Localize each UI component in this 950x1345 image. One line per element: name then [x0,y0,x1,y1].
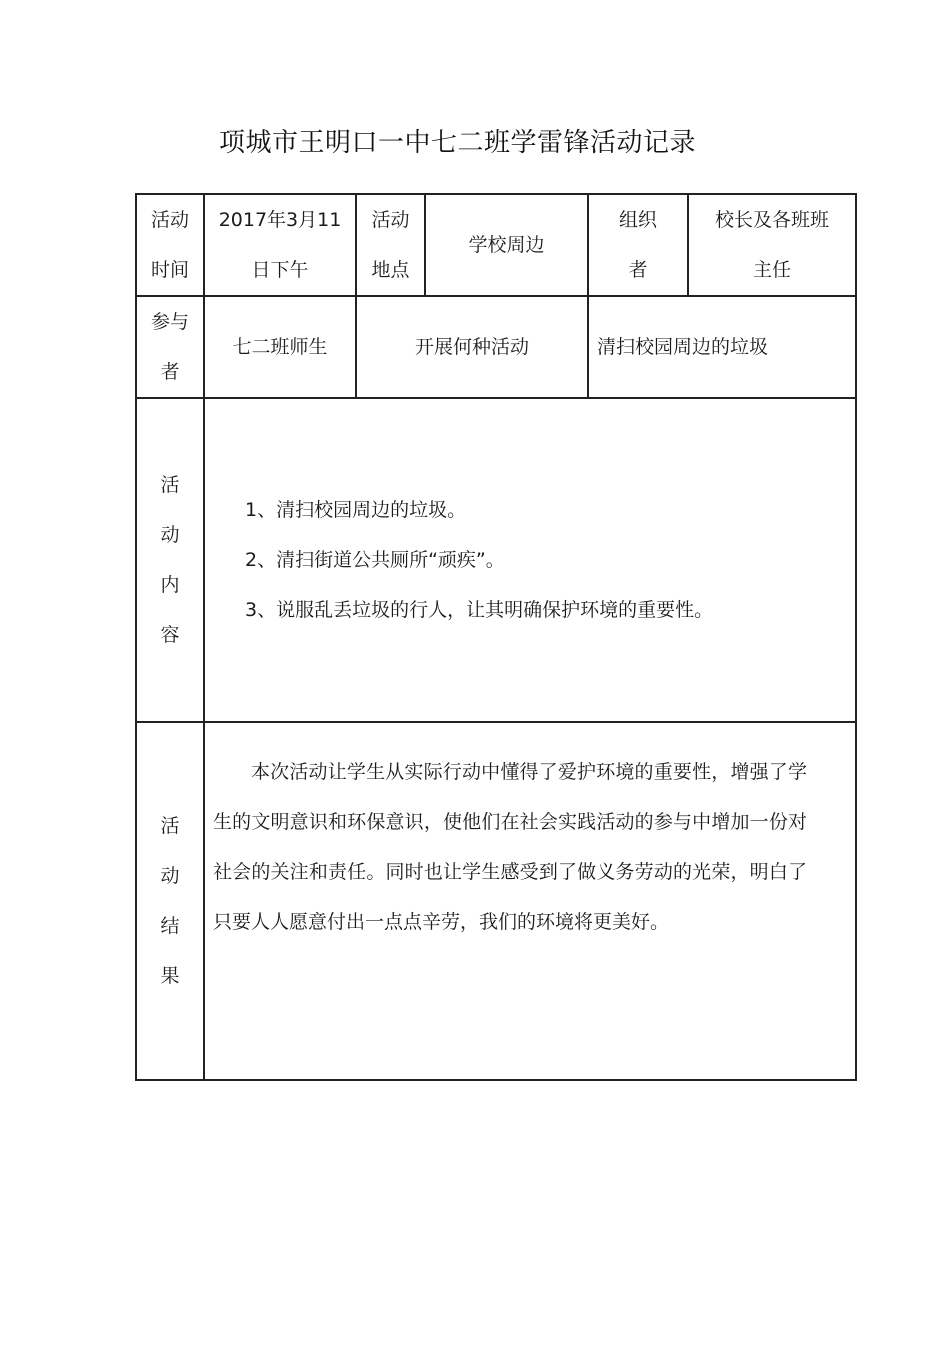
participant-value-cell [204,296,356,398]
document-title: 项城市王明口一中七二班学雷锋活动记录 [218,128,696,158]
time-label-line-1: 活动 [150,209,189,231]
content-item-3: 3、说服乱丢垃圾的行人，让其明确保护环境的重要性。 [245,599,714,621]
organizer-label-cell [588,194,688,296]
organizer-value-line-1: 校长及各班班 [714,209,829,231]
organizer-value-line-2: 主任 [752,259,791,281]
row-activity-content [136,398,856,722]
result-label-char-2: 动 [160,865,180,887]
activity-type-value: 清扫校园周边的垃圾 [597,336,769,358]
activity-type-label-cell [356,296,588,398]
participant-label-cell [136,296,204,398]
place-label-line-2: 地点 [371,259,410,281]
participant-value: 七二班师生 [232,336,328,358]
content-item-2: 2、清扫街道公共厕所“顽疾”。 [245,549,505,571]
participant-label-line-1: 参与 [150,311,189,333]
time-value-cell [204,194,356,296]
organizer-label-line-2: 者 [628,259,648,281]
content-label-char-4: 容 [160,624,180,646]
time-value-line-2: 日下午 [251,259,309,281]
row-activity-result [136,722,856,1080]
time-label-cell [136,194,204,296]
result-paragraph: 本次活动让学生从实际行动中懂得了爱护环境的重要性，增强了学生的文明意识和环保意识，使他们在社会实践活动的参与中增加一份对社会的关注和责任。同时也让学生感受到了做义务劳动的光荣，明白了只要人人愿意付出一点点辛劳，我们的环境将更美好。 [213,761,807,933]
organizer-value-cell [688,194,856,296]
place-label-line-1: 活动 [371,209,410,231]
content-label-cell [136,398,204,722]
row-participants-activity [136,296,856,398]
content-label-char-1: 活 [160,474,180,496]
activity-record-table [135,193,857,1081]
result-label-char-3: 结 [160,915,180,937]
place-label-cell [356,194,425,296]
content-items-cell [204,398,856,722]
place-value-cell [425,194,588,296]
organizer-label-line-1: 组织 [618,209,657,231]
content-item-1: 1、清扫校园周边的垃圾。 [245,499,467,521]
result-label-char-4: 果 [160,965,180,987]
time-label-line-2: 时间 [150,259,189,281]
participant-label-line-2: 者 [160,361,180,383]
result-label-cell [136,722,204,1080]
row-time-place-organizer [136,194,856,296]
time-value-line-1: 2017年3月11 [218,209,342,231]
place-value: 学校周边 [468,234,545,256]
content-label-char-2: 动 [160,524,180,546]
activity-type-value-cell [588,296,856,398]
result-label-char-1: 活 [160,815,180,837]
content-label-char-3: 内 [160,574,180,596]
result-text-cell [204,722,856,1080]
activity-type-label: 开展何种活动 [414,336,529,358]
